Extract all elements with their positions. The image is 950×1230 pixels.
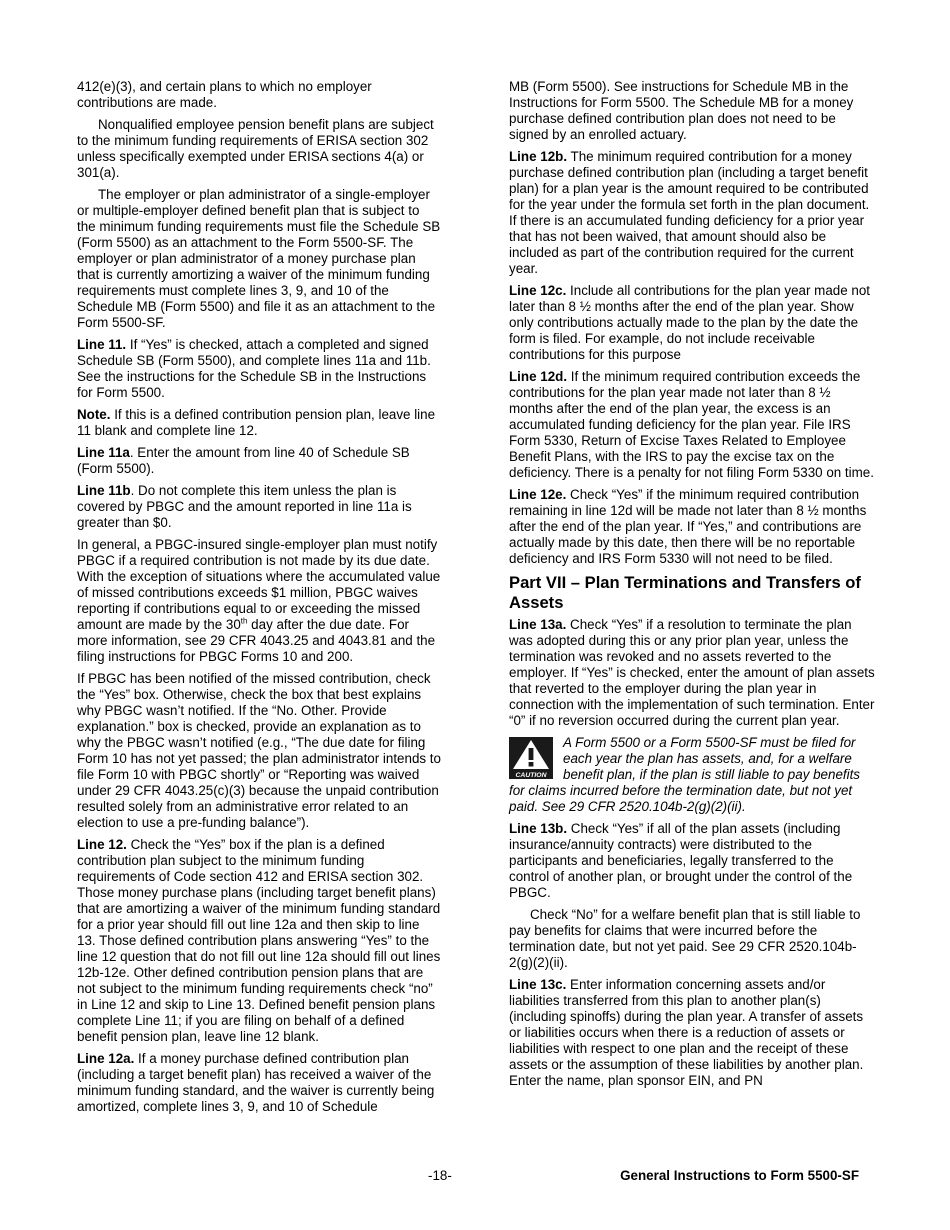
- line-13c-paragraph: [509, 977, 875, 1089]
- line-label: Line 12d.: [509, 369, 568, 384]
- line-label: Line 12c.: [509, 283, 567, 298]
- caution-text: A Form 5500 or a Form 5500-SF must be filed for each year the plan has assets, and, for a welfare benefit plan, if the plan is still liable to pay benefits for claims incurred before the termination date, but not yet paid. See 29 CFR 2520.104b-2(g)(2)(ii).: [509, 735, 861, 814]
- superscript: th: [240, 616, 248, 626]
- line-13a-paragraph: [509, 617, 875, 729]
- document-title: General Instructions to Form 5500-SF: [620, 1168, 859, 1183]
- text: day after the due date. For more information, see 29 CFR 4043.25 and 4043.81 and the filing instructions for PBGC Forms 10 and 200.: [77, 617, 436, 664]
- line-text: . Do not complete this item unless the plan is covered by PBGC and the amount reported in line 11a is greater than $0.: [77, 483, 412, 530]
- line-label: Line 13b.: [509, 821, 568, 836]
- caution-icon: [509, 737, 553, 779]
- line-label: Line 11b: [77, 483, 131, 498]
- line-label: Line 11.: [77, 337, 127, 352]
- page-number: -18-: [428, 1168, 452, 1183]
- line-label: Line 12.: [77, 837, 127, 852]
- note-label: Note.: [77, 407, 111, 422]
- line-label: Line 12a.: [77, 1051, 135, 1066]
- line-text: Enter information concerning assets and/or liabilities transferred from this plan to another plan(s) (including spinoffs) during the plan year. A transfer of assets or liabilities occurs when there is a reduction of assets or liabilities with respect to one plan and the receipt of these assets or the assumption of these liabilities by another plan. Enter the name, plan sponsor EIN, and PN: [509, 977, 864, 1088]
- line-12b-paragraph: [509, 149, 875, 277]
- paragraph: The employer or plan administrator of a single-employer or multiple-employer defined benefit plan that is subject to the minimum funding requirements must file the Schedule SB (Form 5500) as an attachment to the Form 5500-SF. The employer or plan administrator of a money purchase plan that is currently amortizing a waiver of the minimum funding requirements must complete lines 3, 9, and 10 of the Schedule MB (Form 5500) and file it as an attachment to the Form 5500-SF.: [77, 187, 441, 330]
- line-11a-paragraph: [77, 445, 441, 477]
- line-text: Include all contributions for the plan year made not later than 8 ½ months after the end of the plan year. Show only contributions actually made to the plan by the date the form is filed. For example, do not include receivable contributions for this purpose: [509, 283, 871, 362]
- line-12a-paragraph: [77, 1051, 441, 1115]
- text: In general, a PBGC-insured single-employer plan must notify PBGC if a required contribution is not made by its due date. With the exception of situations where the accumulated value of missed contributions exceeds $1 million, PBGC waives reporting if contributions equal to or exceeding the missed amount are made by the 30: [77, 537, 441, 632]
- line-text: Check the “Yes” box if the plan is a defined contribution plan subject to the minimum funding requirements of Code section 412 and ERISA section 302. Those money purchase plans (including target benefit plans) that are amortizing a waiver of the minimum funding standard for a prior year should fill out line 12a and then skip to line 13. Those defined contribution plans answering “Yes” to the line 12 question that do not fill out line 12a should fill out lines 12b-12e. Other defined contribution pension plans that are not subject to the minimum funding requirements check “no” in Line 12 and skip to Line 13. Defined benefit pension plans complete Line 11; if you are filing on behalf of a defined benefit pension plan, leave line 12 blank.: [77, 837, 441, 1044]
- section-heading: Part VII – Plan Terminations and Transfers of Assets: [509, 573, 861, 612]
- line-text: Check “Yes” if a resolution to terminate the plan was adopted during this or any prior plan year, unless the termination was revoked and no assets reverted to the employer. If “Yes” is checked, enter the amount of plan assets that reverted to the employer during the plan year in connection with the implementation of such termination. Enter “0” if no reversion occurred during the current plan year.: [509, 617, 875, 728]
- pbgc-paragraph: [77, 537, 441, 665]
- line-text: If the minimum required contribution exceeds the contributions for the plan year made not later than 8 ½ months after the end of the plan year, the excess is an accumulated funding deficiency for the plan year. File IRS Form 5330, Return of Excise Taxes Related to Employee Benefit Plans, with the IRS to pay the excise tax on the deficiency. There is a penalty for not filing Form 5330 on time.: [509, 369, 874, 480]
- paragraph: MB (Form 5500). See instructions for Schedule MB in the Instructions for Form 5500. The Schedule MB for a money purchase defined contribution plan does not need to be signed by an enrolled actuary.: [509, 79, 854, 142]
- line-label: Line 11a: [77, 445, 130, 460]
- right-column: [509, 79, 875, 1095]
- caution-block: [509, 735, 875, 815]
- paragraph: 412(e)(3), and certain plans to which no employer contributions are made.: [77, 79, 372, 110]
- line-text: The minimum required contribution for a money purchase defined contribution plan (including a target benefit plan) for a plan year is the amount required to be contributed for the year under the formula set forth in the plan document. If there is an accumulated funding deficiency for a prior year that has not been waived, that amount should also be included as part of the contribution required for the current year.: [509, 149, 870, 276]
- line-label: Line 12e.: [509, 487, 567, 502]
- line-label: Line 12b.: [509, 149, 568, 164]
- line-12-paragraph: [77, 837, 441, 1045]
- left-column: [77, 79, 441, 1121]
- line-text: Check “Yes” if all of the plan assets (including insurance/annuity contracts) were distributed to the participants and beneficiaries, legally transferred to the control of another plan, or brought under the control of the PBGC.: [509, 821, 853, 900]
- line-label: Line 13a.: [509, 617, 567, 632]
- line-13b-paragraph: [509, 821, 875, 901]
- line-text: If a money purchase defined contribution plan (including a target benefit plan) has received a waiver of the minimum funding standard, and the waiver is currently being amortized, complete lines 3, 9, and 10 of Schedule: [77, 1051, 435, 1114]
- pbgc-notified-paragraph: If PBGC has been notified of the missed contribution, check the “Yes” box. Otherwise, check the box that best explains why PBGC wasn’t notified. If the “No. Other. Provide explanation.” box is checked, provide an explanation as to why the PBGC wasn’t notified (e.g., “The due date for filing Form 10 has not yet passed; the plan administrator intends to file Form 10 with PBGC shortly” or “Reporting was waived under 29 CFR 4043.25(c)(3) because the unpaid contribution resulted solely from an administrative error related to an election to use a pre-funding balance”).: [77, 671, 441, 830]
- line-11b-paragraph: [77, 483, 441, 531]
- note-paragraph: [77, 407, 441, 439]
- line-label: Line 13c.: [509, 977, 567, 992]
- note-text: If this is a defined contribution pension plan, leave line 11 blank and complete line 12.: [77, 407, 436, 438]
- caution-icon-label: CAUTION: [515, 772, 547, 779]
- line-12d-paragraph: [509, 369, 875, 481]
- paragraph: Nonqualified employee pension benefit plans are subject to the minimum funding requirements of ERISA section 302 unless specifically exempted under ERISA sections 4(a) or 301(a).: [77, 117, 434, 180]
- line-text: If “Yes” is checked, attach a completed and signed Schedule SB (Form 5500), and complete lines 11a and 11b. See the instructions for the Schedule SB in the Instructions for Form 5500.: [77, 337, 431, 400]
- line-12c-paragraph: [509, 283, 875, 363]
- line-text: . Enter the amount from line 40 of Schedule SB (Form 5500).: [77, 445, 410, 476]
- line-12e-paragraph: [509, 487, 875, 567]
- welfare-paragraph: Check “No” for a welfare benefit plan that is still liable to pay benefits for claims that were incurred before the termination date, but not yet paid. See 29 CFR 2520.104b-2(g)(2)(ii).: [509, 907, 861, 970]
- line-text: Check “Yes” if the minimum required contribution remaining in line 12d will be made not later than 8 ½ months after the end of the plan year. If “Yes,” and contributions are actually made by this date, then there will be no reportable deficiency and IRS Form 5330 will not need to be filed.: [509, 487, 867, 566]
- line-11-paragraph: [77, 337, 441, 401]
